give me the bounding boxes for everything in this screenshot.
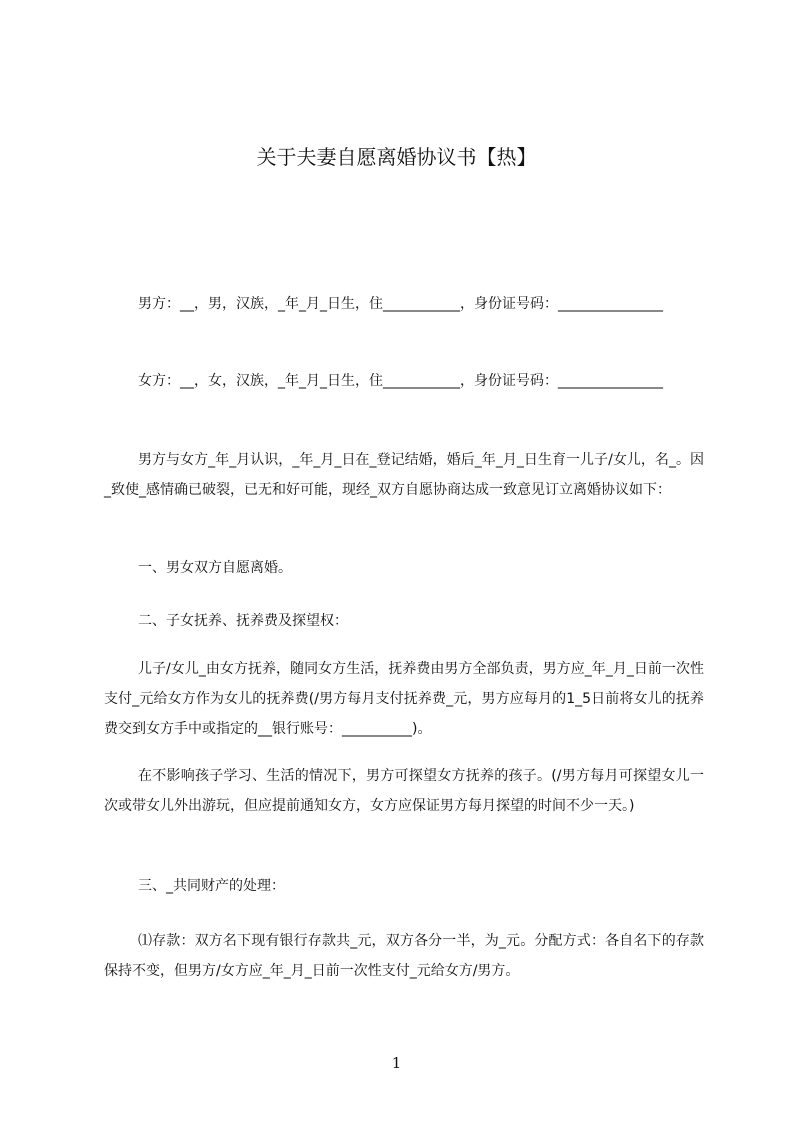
- clause-two-heading: 二、子女抚养、抚养费及探望权：: [138, 613, 348, 629]
- marriage-background-paragraph: 男方与女方_年_月认识，_年_月_日在_登记结婚，婚后_年_月_日生育一儿子/女儿，名_。因_致使_感情确已破裂，已无和好可能，现经_双方自愿协商达成一致意见订立离婚协议如下：: [104, 452, 704, 498]
- clause-one-heading: 一、男女双方自愿离婚。: [138, 560, 292, 576]
- savings-paragraph: ⑴存款：双方名下现有银行存款共_元，双方各分一半，为_元。分配方式：各自名下的存款保持不变，但男方/女方应_年_月_日前一次性支付_元给女方/男方。: [104, 933, 704, 979]
- party-male-paragraph: 男方：__，男，汉族，_年_月_日生，住___________，身份证号码：_______________: [138, 296, 663, 312]
- visitation-paragraph: 在不影响孩子学习、生活的情况下，男方可探望女方抚养的孩子。(/男方每月可探望女儿一次或带女儿外出游玩，但应提前通知女方，女方应保证男方每月探望的时间不少一天。): [104, 768, 704, 814]
- clause-three-heading: 三、_共同财产的处理：: [138, 878, 285, 894]
- party-female-paragraph: 女方：__，女，汉族，_年_月_日生，住___________，身份证号码：_______________: [138, 373, 663, 389]
- child-support-paragraph: 儿子/女儿_由女方抚养，随同女方生活，抚养费由男方全部负责，男方应_年_月_日前一次性支付_元给女方作为女儿的抚养费(/男方每月支付抚养费_元，男方应每月的1_5日前将女儿的抚养费交到女方手中或指定的__银行账号：__________)。: [104, 661, 704, 737]
- page-number: 1: [391, 1054, 402, 1072]
- document-title: 关于夫妻自愿离婚协议书【热】: [256, 145, 537, 169]
